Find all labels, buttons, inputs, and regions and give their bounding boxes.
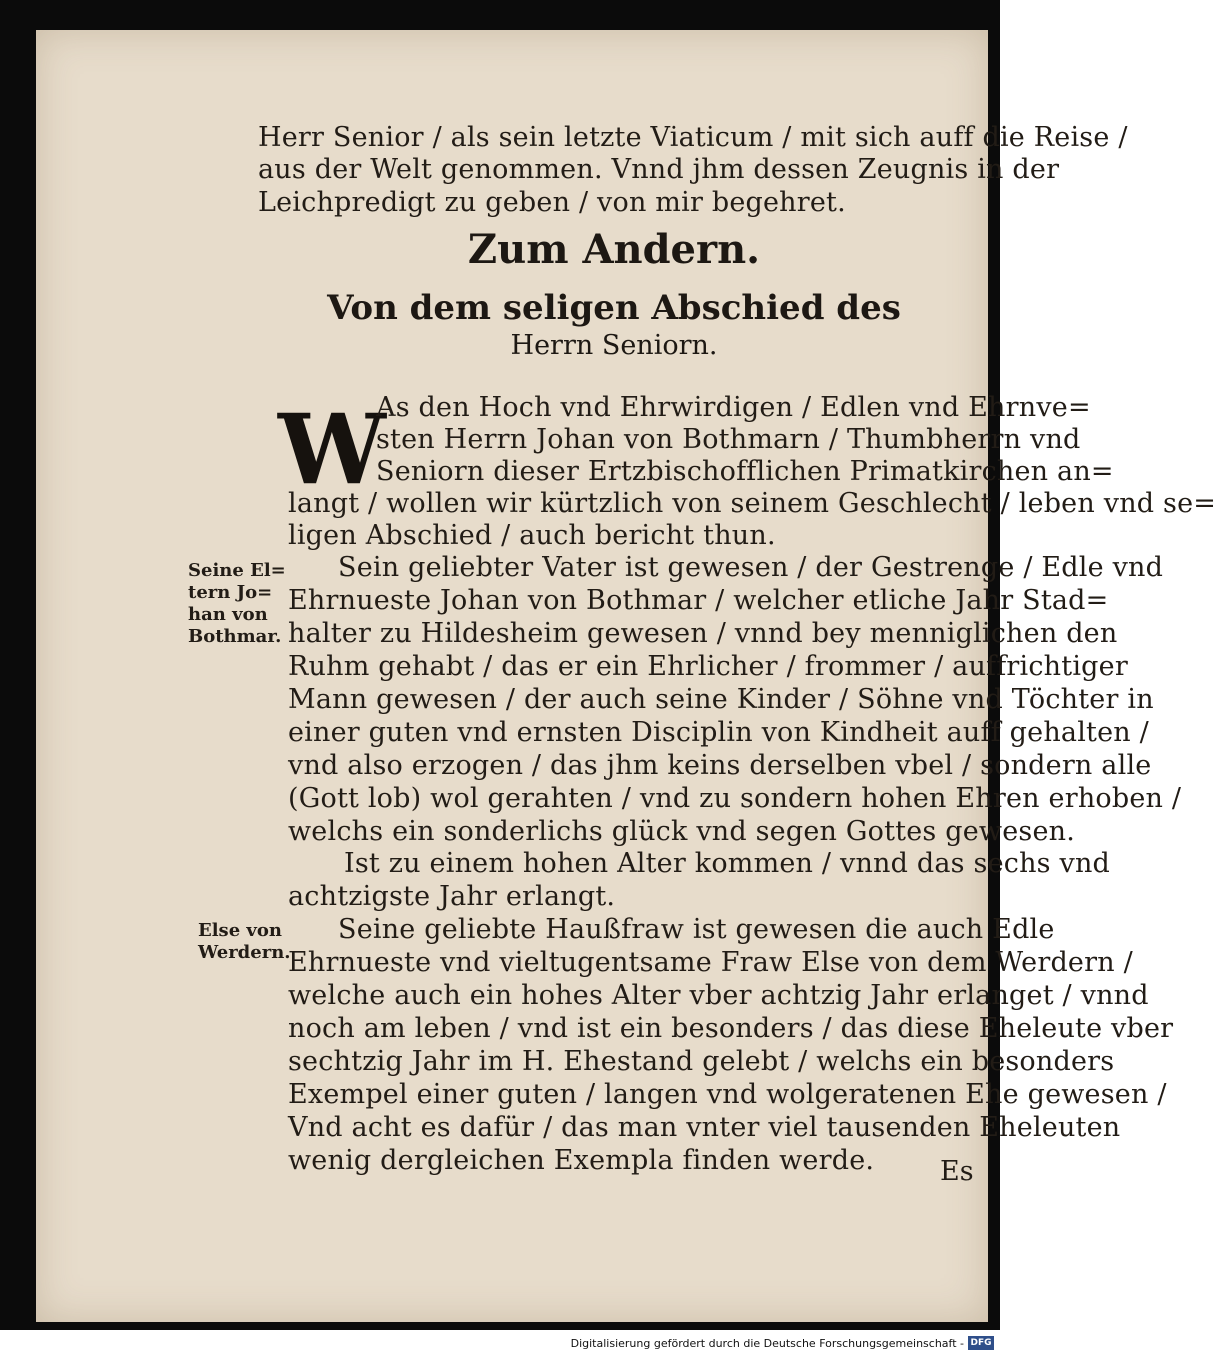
text-line: Vnd acht es dafür / das man vnter viel tausenden Eheleuten (288, 1112, 1121, 1143)
text-line: Ruhm gehabt / das er ein Ehrlicher / frommer / auffrichtiger (288, 651, 1128, 682)
text-line: Seine geliebte Haußfraw ist gewesen die auch Edle (338, 914, 1055, 945)
marginal-line: tern Jo= (188, 582, 273, 603)
marginal-note-parents (188, 560, 286, 648)
text-line: einer guten vnd ernsten Disciplin von Kindheit auff gehalten / (288, 717, 1149, 748)
text-line: Exempel einer guten / langen vnd wolgeratenen Ehe gewesen / (288, 1079, 1167, 1110)
intro-line: aus der Welt genommen. Vnnd jhm dessen Zeugnis in der (258, 154, 1060, 185)
intro-line: Herr Senior / als sein letzte Viaticum / mit sich auff die Reise / (258, 122, 1128, 153)
dfg-logo: DFG (968, 1336, 994, 1350)
catchword: Es (940, 1156, 974, 1187)
text-line: Ehrnueste vnd vieltugentsame Fraw Else von dem Werdern / (288, 947, 1133, 978)
text-line: As den Hoch vnd Ehrwirdigen / Edlen vnd Ehrnve= (376, 392, 1091, 423)
text-line: Sein geliebter Vater ist gewesen / der Gestrenge / Edle vnd (338, 552, 1164, 583)
drop-cap: W (278, 393, 386, 506)
marginal-line: Bothmar. (188, 626, 282, 647)
book-page (36, 30, 1216, 1322)
section-subheading-2: Herrn Seniorn. (510, 330, 718, 361)
marginal-line: Seine El= (188, 560, 286, 581)
text-line: wenig dergleichen Exempla finden werde. (288, 1145, 875, 1176)
funding-notice: Digitalisierung gefördert durch die Deutsche Forschungsgemeinschaft - (570, 1337, 964, 1350)
text-line: Ist zu einem hohen Alter kommen / vnnd das sechs vnd (344, 848, 1111, 879)
text-line: Mann gewesen / der auch seine Kinder / Söhne vnd Töchter in (288, 684, 1154, 715)
text-line: welche auch ein hohes Alter vber achtzig Jahr erlanget / vnnd (288, 980, 1149, 1011)
section-subheading: Von dem seligen Abschied des (327, 288, 901, 328)
text-line: (Gott lob) wol gerahten / vnd zu sondern hohen Ehren erhoben / (288, 783, 1182, 814)
section-heading: Zum Andern. (467, 226, 761, 273)
text-line: Seniorn dieser Ertzbischofflichen Primatkirchen an= (376, 456, 1114, 487)
text-line: welchs ein sonderlichs glück vnd segen Gottes gewesen. (288, 816, 1075, 847)
marginal-note-else (198, 920, 291, 964)
intro-line: Leichpredigt zu geben / von mir begehret. (258, 187, 846, 218)
text-line: sechtzig Jahr im H. Ehestand gelebt / welchs ein besonders (288, 1046, 1115, 1077)
text-line: noch am leben / vnd ist ein besonders / das diese Eheleute vber (288, 1013, 1174, 1044)
footer-bar (0, 1334, 1000, 1355)
text-line: langt / wollen wir kürtzlich von seinem Geschlecht / leben vnd se= (288, 488, 1216, 519)
text-line: Ehrnueste Johan von Bothmar / welcher etliche Jahr Stad= (288, 585, 1109, 616)
text-line: ligen Abschied / auch bericht thun. (288, 520, 776, 551)
text-line: halter zu Hildesheim gewesen / vnnd bey menniglichen den (288, 618, 1118, 649)
text-line: sten Herrn Johan von Bothmarn / Thumbherrn vnd (376, 424, 1081, 455)
text-line: achtzigste Jahr erlangt. (288, 881, 616, 912)
marginal-line: Werdern. (198, 942, 291, 963)
marginal-line: Else von (198, 920, 282, 941)
text-line: vnd also erzogen / das jhm keins derselben vbel / sondern alle (288, 750, 1152, 781)
marginal-line: han von (188, 604, 268, 625)
